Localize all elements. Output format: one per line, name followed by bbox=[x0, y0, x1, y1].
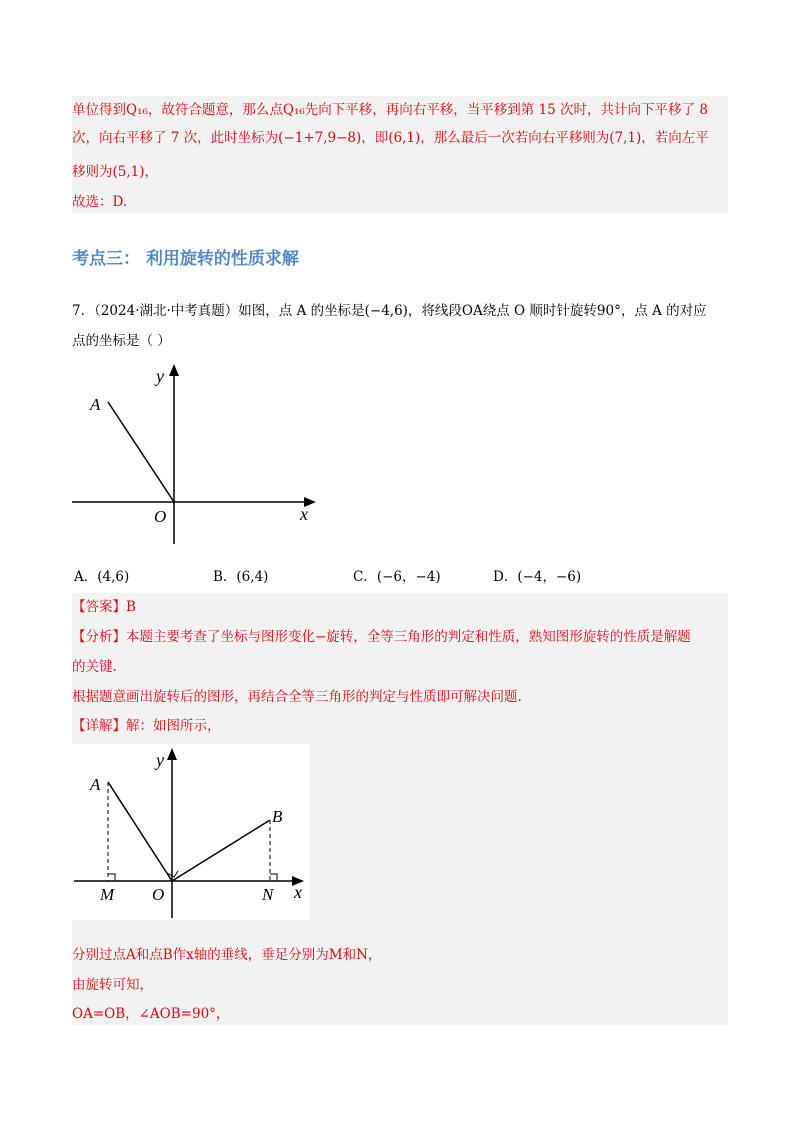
right-angle-n bbox=[270, 874, 277, 881]
question-line-2: 点的坐标是（ ） bbox=[72, 333, 171, 349]
option-b: B．(6,4) bbox=[213, 569, 269, 585]
solution-figure bbox=[72, 744, 310, 920]
option-c: C．(−6，−4) bbox=[353, 569, 441, 585]
label-a: A bbox=[90, 775, 101, 794]
label-o: O bbox=[152, 885, 165, 904]
analysis-line-2: 的关键. bbox=[72, 659, 117, 675]
detail-head: 【详解】解：如图所示， bbox=[72, 718, 221, 734]
y-axis-arrow bbox=[169, 364, 179, 376]
prev-solution-line-4: 故选：D. bbox=[72, 194, 128, 210]
label-x: x bbox=[294, 882, 302, 902]
label-y: y bbox=[156, 366, 164, 386]
section-title: 考点三： 利用旋转的性质求解 bbox=[72, 249, 299, 269]
right-angle-m bbox=[108, 874, 115, 881]
label-n: N bbox=[262, 885, 274, 904]
question-figure bbox=[68, 362, 330, 548]
prev-solution-line-3: 移则为(5,1)， bbox=[72, 164, 159, 180]
label-m: M bbox=[100, 885, 115, 904]
label-x: x bbox=[300, 504, 308, 524]
answer: 【答案】B bbox=[72, 599, 136, 615]
segment-oa bbox=[108, 402, 174, 502]
prev-solution-line-2: 次，向右平移了 7 次，此时坐标为(−1+7,9−8)，即(6,1)，那么最后一次若向右平移则为(7,1)，若向左平 bbox=[72, 130, 709, 146]
segment-oa bbox=[108, 782, 172, 881]
prev-solution-line-1: 单位得到Q₁₆，故符合题意，那么点Q₁₆先向下平移，再向右平移，当平移到第 15 次时，共计向下平移了 8 bbox=[72, 102, 708, 118]
option-d: D．(−4，−6) bbox=[493, 569, 582, 585]
analysis-line-1: 【分析】本题主要考查了坐标与图形变化−旋转，全等三角形的判定和性质，熟知图形旋转的性质是解题 bbox=[72, 629, 691, 645]
segment-ob bbox=[172, 820, 270, 881]
option-a: A．(4,6) bbox=[74, 569, 130, 585]
label-a: A bbox=[90, 395, 101, 414]
y-axis-arrow bbox=[167, 748, 177, 760]
detail-line-1: 分别过点A和点B作x轴的垂线，垂足分别为M和N， bbox=[72, 947, 382, 963]
detail-line-3: OA=OB，∠AOB=90°， bbox=[72, 1006, 230, 1022]
detail-line-2: 由旋转可知， bbox=[72, 977, 153, 993]
analysis-line-3: 根据题意画出旋转后的图形，再结合全等三角形的判定与性质即可解决问题. bbox=[72, 689, 522, 705]
label-o: O bbox=[154, 507, 167, 526]
label-y: y bbox=[156, 750, 164, 770]
label-b: B bbox=[272, 807, 283, 826]
question-line-1: 7．（2024·湖北·中考真题）如图，点 A 的坐标是(−4,6)，将线段OA绕点 O 顺时针旋转90°，点 A 的对应 bbox=[72, 303, 707, 319]
